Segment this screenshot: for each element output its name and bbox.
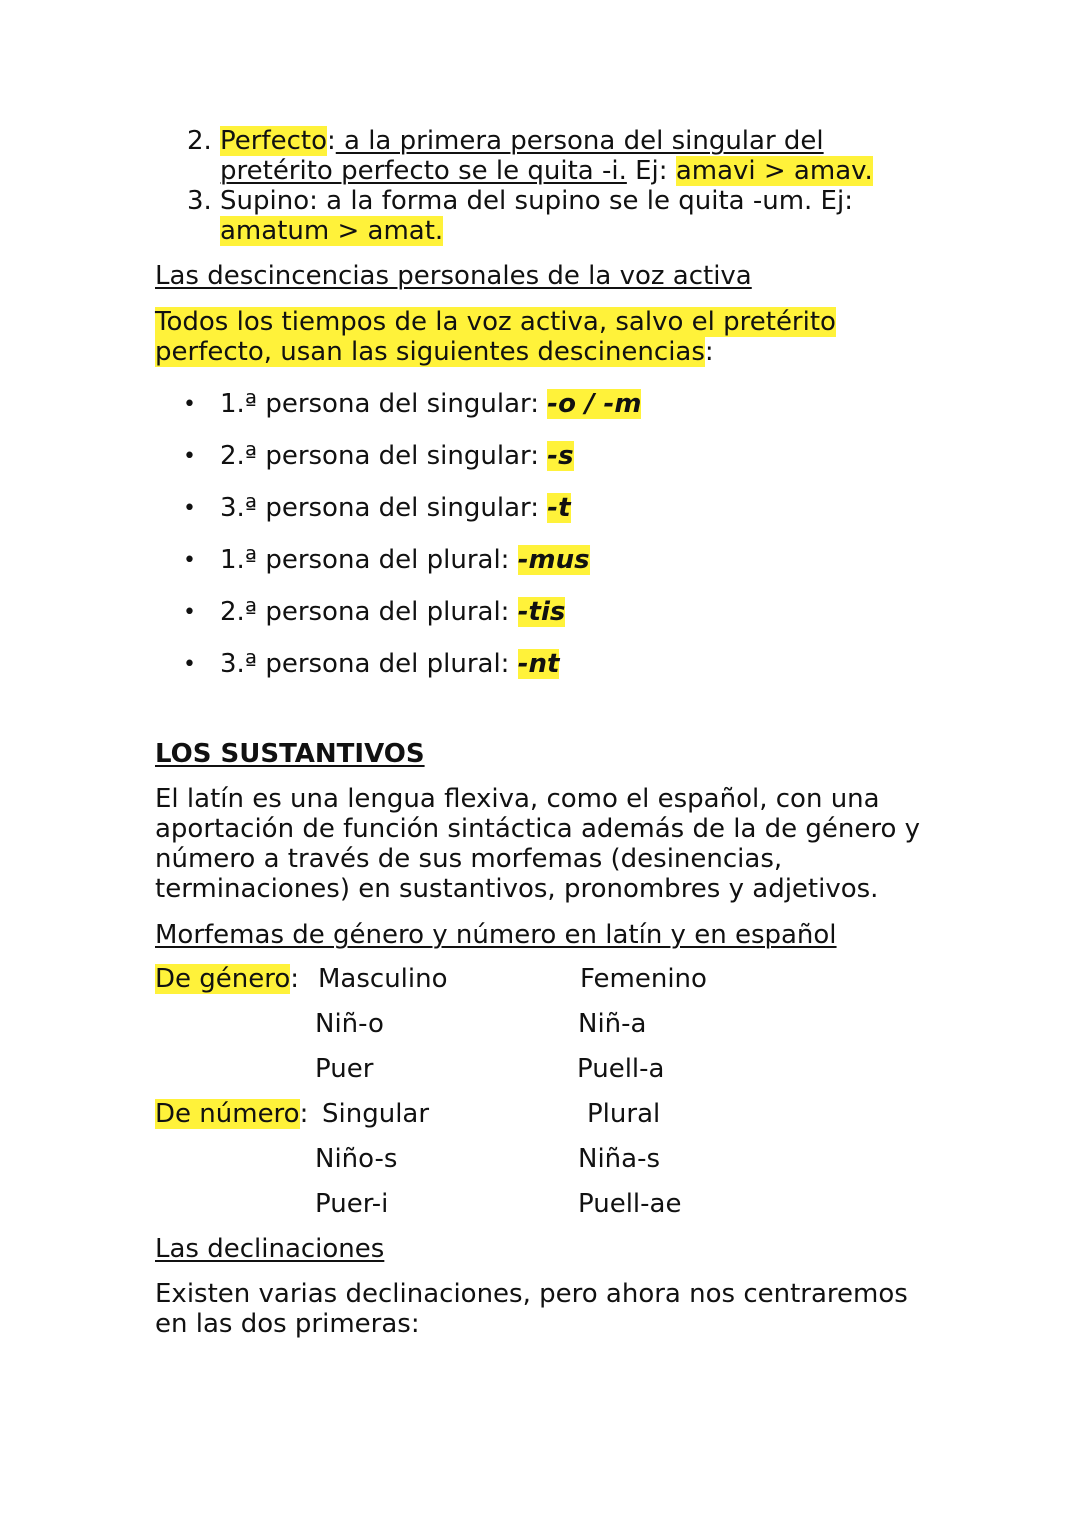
bullet: • — [183, 444, 196, 469]
ending-label: 3.ª persona del singular: — [220, 493, 548, 523]
numero-col1-header: Singular — [322, 1099, 430, 1129]
ending-label: 2.ª persona del plural: — [220, 597, 518, 627]
ending-value: -o / -m — [547, 389, 642, 419]
supino-text: Supino: a la forma del supino se le quita -um. Ej: — [220, 186, 853, 216]
genero-col1-cell: Puer — [315, 1054, 374, 1084]
genero-label-text: De género — [155, 964, 291, 994]
section-heading-sustantivos: LOS SUSTANTIVOS — [155, 739, 425, 769]
ending-value: -s — [547, 441, 574, 471]
ending-label: 3.ª persona del plural: — [220, 649, 518, 679]
ending-label: 2.ª persona del singular: — [220, 441, 548, 471]
numero-label — [155, 1099, 308, 1129]
genero-col2-cell: Puell-a — [577, 1054, 665, 1084]
perfecto-example: amavi > amav. — [675, 156, 873, 186]
intro-text: Todos los tiempos de la voz activa, salvo el pretérito perfecto, usan las siguientes descinencias — [155, 307, 836, 367]
ending-value: -nt — [517, 649, 560, 679]
ending-value: -mus — [517, 545, 590, 575]
genero-col2-header: Femenino — [580, 964, 707, 994]
list-item-supino — [220, 186, 920, 246]
bullet: • — [183, 652, 196, 677]
list-item — [220, 493, 571, 523]
list-number: 3. — [187, 186, 212, 216]
perfecto-colon: : — [326, 126, 336, 156]
list-item — [220, 597, 565, 627]
bullet: • — [183, 496, 196, 521]
perfecto-ej: Ej: — [626, 156, 676, 186]
numero-label-text: De número — [155, 1099, 300, 1129]
genero-col1-header: Masculino — [318, 964, 448, 994]
numero-col2-cell: Puell-ae — [578, 1189, 682, 1219]
perfecto-label: Perfecto — [220, 126, 327, 156]
list-item — [220, 545, 590, 575]
nouns-paragraph: El latín es una lengua flexiva, como el español, con una aportación de función sintáctica además de la de género y número a través de sus morfemas (desinencias, terminaciones) en sustantivos, pronombres y adjetivos. — [155, 784, 921, 904]
active-endings-intro — [155, 307, 855, 367]
list-item-perfecto — [220, 126, 920, 186]
bullet: • — [183, 600, 196, 625]
numero-col2-header: Plural — [587, 1099, 661, 1129]
bullet: • — [183, 548, 196, 573]
genero-colon: : — [290, 964, 300, 994]
list-number: 2. — [187, 126, 212, 156]
active-endings-heading: Las descincencias personales de la voz activa — [155, 261, 752, 291]
ending-value: -t — [547, 493, 571, 523]
numero-col1-cell: Puer-i — [315, 1189, 389, 1219]
genero-label — [155, 964, 299, 994]
intro-colon: : — [704, 337, 714, 367]
genero-col2-cell: Niñ-a — [578, 1009, 647, 1039]
perfecto-rule: a la primera persona del singular del pretérito perfecto se le quita -i. — [220, 126, 824, 186]
list-item — [220, 389, 641, 419]
morphemes-heading: Morfemas de género y número en latín y en español — [155, 920, 837, 950]
list-item — [220, 649, 559, 679]
supino-example: amatum > amat. — [220, 216, 444, 246]
ending-label: 1.ª persona del plural: — [220, 545, 518, 575]
genero-col1-cell: Niñ-o — [315, 1009, 384, 1039]
numero-col1-cell: Niño-s — [315, 1144, 398, 1174]
numero-col2-cell: Niña-s — [578, 1144, 661, 1174]
bullet: • — [183, 392, 196, 417]
declensions-heading: Las declinaciones — [155, 1234, 385, 1264]
declensions-text: Existen varias declinaciones, pero ahora nos centraremos en las dos primeras: — [155, 1279, 908, 1339]
list-item — [220, 441, 574, 471]
numero-colon: : — [299, 1099, 309, 1129]
ending-label: 1.ª persona del singular: — [220, 389, 548, 419]
ending-value: -tis — [517, 597, 566, 627]
